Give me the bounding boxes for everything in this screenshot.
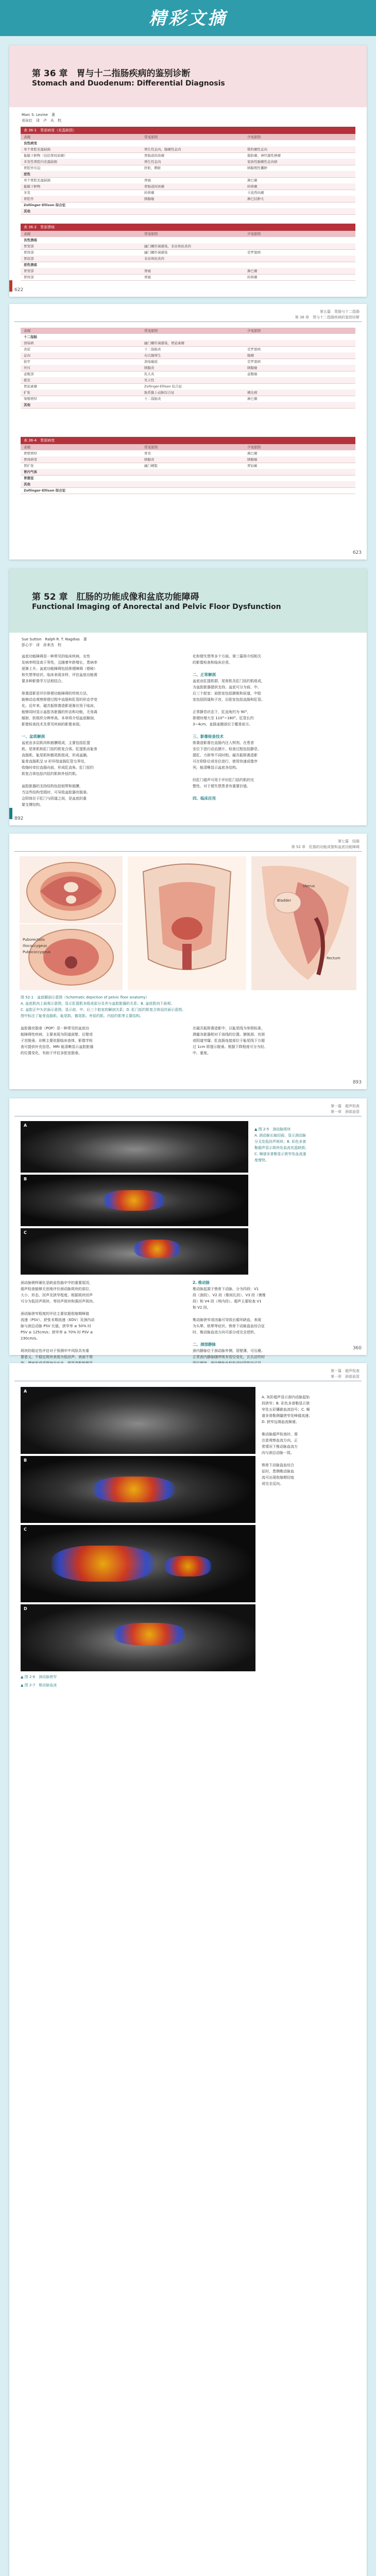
text-line: 时，椎动脉血流方向可部分或完全逆转。 (193, 1330, 258, 1334)
text-line: 图 52-1 盆底解剖示意图（Schematic depiction of pelvic floor anatomy） (21, 995, 149, 999)
table-cell: 先天性 (144, 378, 155, 382)
table-cell: 外压 (24, 366, 30, 370)
text-line: 列，能清晰显示盆底各结构。 (193, 766, 240, 770)
doppler-color-flow (134, 1240, 180, 1258)
table-cell: 黏膜下肿物 (24, 184, 41, 189)
figure-panel-label: B (24, 1177, 27, 1181)
text-line: 分叉处低回声斑块；B. 彩色多普 (254, 1140, 306, 1144)
table-cell: 增生性息肉，腺瘤性息肉 (144, 147, 181, 151)
text-line: 正常静息状态下，肛直角约为 90°， (193, 710, 251, 714)
body-text-column-left (22, 653, 184, 808)
running-head (295, 309, 360, 320)
text-line: 可在仰卧位或坐位进行，使用快速成像序 (193, 759, 258, 764)
text-line: 颈动脉狭窄程度的评估主要依据收缩期峰值 (21, 1312, 89, 1316)
text-line: 谱多普勒测量狭窄处峰值流速； (262, 1414, 312, 1418)
text-line: 化。近年来，磁共振排粪造影逐渐应用于临床， (22, 704, 97, 708)
text-line: 能障碍性疾病，主要表现为阴道前壁、后壁或 (21, 1032, 93, 1037)
banner-title: 精彩文摘 (149, 8, 227, 29)
text-line: 椎动脉狭窄或闭塞可导致后循环缺血，表现 (193, 1318, 261, 1322)
table-caption: 表 36-4 胃部病变 (21, 437, 355, 444)
table-header-cell: 少见原因 (247, 329, 261, 333)
figure-panel-label: C (24, 1527, 27, 1532)
chapter-title-en: Stomach and Duodenum: Differential Diagnosis (32, 79, 225, 88)
text-line: 段（颈段）、V2 段（椎间孔段）、V3 段（寰椎 (193, 1293, 266, 1297)
table-cell: 胃癌 (144, 178, 151, 182)
text-line: 或阴道穹窿、肛直肠连接部位于耻尾线下方超 (193, 1039, 265, 1043)
table-header-cell: 少见原因 (247, 135, 261, 139)
table-cell: 胰腺炎 (144, 366, 155, 370)
table-cell: 胰腺炎 (144, 457, 155, 462)
figure-panel-label: C (24, 1230, 27, 1235)
chapter-header-band (9, 569, 367, 633)
table-cell: 皱襞增厚 (24, 397, 37, 401)
text-line: 经肛门超声可用于评价肛门括约肌的完 (193, 778, 254, 782)
table-cell: Zollinger-Ellison 综合征 (24, 203, 66, 207)
text-line (193, 1311, 356, 1317)
table-header-cell: 常见原因 (144, 135, 158, 139)
ultrasound-image (21, 1604, 255, 1671)
text-line: 逐渐上升。盆底功能障碍包括排便障碍（便秘） (22, 667, 97, 671)
table-cell: 胃癌 (144, 269, 151, 273)
page-accent-bar (9, 280, 12, 292)
text-line: 中、重度。 (193, 1051, 211, 1055)
text-line: 提肛、力排等不同时相。磁共振排粪造影 (193, 753, 258, 757)
table-cell: 布氏腺增生 (144, 353, 161, 358)
text-line: 2. 椎动脉 (193, 1280, 210, 1285)
body-text-column-left (21, 1025, 183, 1056)
table-cell: Zollinger-Ellison 综合征 (24, 488, 66, 493)
text-line (193, 727, 355, 734)
running-head (292, 839, 360, 850)
page-number: 892 (14, 816, 24, 821)
text-line: 为头晕、眩晕等症状。锁骨下动脉盗血综合征 (193, 1324, 265, 1328)
running-head-part: 第一篇 超声检查 (331, 1104, 360, 1108)
text-line: 超声检查能够无创地评价颈动脉斑块的部位、 (21, 1287, 93, 1291)
book-page-623 (9, 304, 367, 560)
ultrasound-image (21, 1387, 255, 1454)
table-header-cell: 表现 (24, 135, 30, 139)
figure-caption: ▲ 图 2-6 颈动脉狭窄 (21, 1675, 57, 1679)
anatomy-label: Puborectalis (23, 938, 45, 942)
table-cell: 胃憩室 (24, 476, 34, 480)
text-line: 或完全反向。 (262, 1482, 283, 1486)
table-cell: Zollinger-Ellison 综合征 (144, 384, 182, 388)
text-line: 会阴体位于肛门与阴道之间，是盆底的重 (22, 796, 87, 801)
text-line: 图中标注了耻骨直肠肌、耻尾肌、髂尾肌、外括约肌、内括约肌等主要结构。 (21, 1014, 143, 1018)
table-caption: 表 36-1 胃部病变（充盈缺损） (21, 127, 355, 134)
text-line: 排粪造影需在直肠内注入钡剂，在患者 (193, 741, 254, 745)
side-text-column (262, 1394, 357, 1487)
table-row (21, 402, 355, 409)
running-head-rule (14, 321, 362, 322)
page-number: 360 (352, 1346, 362, 1351)
table-cell: 克罗恩病 (247, 347, 261, 351)
figure-panel-label: B (24, 1458, 27, 1463)
text-line: 整性，对于便失禁患者有重要价值。 (193, 784, 250, 788)
table-cell: 胃癌 (144, 275, 151, 279)
table-cell: 幽门螺杆菌感染 (144, 250, 168, 255)
table-cell: 转移瘤 (247, 275, 258, 279)
text-line: 颈内静脉位于颈动脉外侧，管壁薄，可压瘪。 (193, 1349, 265, 1353)
page-number: 893 (352, 1080, 362, 1085)
translator-line: 彭心宇 译 孙来杰 校 (22, 643, 61, 647)
table-cell: 其他 (24, 209, 30, 213)
page-number: 623 (352, 550, 362, 555)
text-line (22, 777, 184, 783)
table-cell: 溃疡病 (24, 341, 34, 345)
anatomy-label: Pubococcygeus (23, 950, 51, 954)
text-line: 测量各脏器相对于该线的位置。膀胱颈、宫颈 (193, 1032, 265, 1037)
table-cell: 多发性胃腔内充盈缺损 (24, 160, 57, 164)
table-cell: 胃周病变 (24, 457, 37, 462)
table-cell: 转移瘤 (247, 184, 258, 189)
running-head-part: 第一篇 超声检查 (331, 1369, 360, 1373)
running-head (331, 1104, 360, 1115)
running-head-part: 第七篇 结肠 (338, 839, 360, 843)
table-header (21, 444, 355, 450)
text-line: 坐位下进行动态摄片。检查过程包括静息、 (193, 747, 261, 751)
text-line (262, 1425, 357, 1431)
text-line: 流速（PSV）、舒张末期流速（EDV）及颈内动 (21, 1318, 95, 1322)
table-header (21, 328, 355, 334)
table-cell: 胃内气体 (24, 470, 37, 474)
anatomy-label: Iliococcygeus (23, 944, 47, 948)
table-cell: 胰腺癌 (144, 197, 155, 201)
text-line: D. 狭窄远端血流频谱。 (262, 1420, 299, 1424)
table-header-cell: 少见原因 (247, 445, 261, 449)
table-cell: 多发 (24, 191, 30, 195)
chapter-authors (22, 112, 61, 124)
table-cell: 壶腹部 (24, 372, 34, 376)
table-cell: 克罗恩病 (247, 250, 261, 255)
text-line: 要意义。不稳定斑块表现为低回声、表面不规 (21, 1355, 93, 1359)
table-cell: 恶性 (24, 172, 30, 176)
text-line: A. 盆底肌肉上面观示意图，显示肛提肌各组成部分及其与盆腔脏器的关系；B. 盆底肌肉下面观； (21, 1002, 175, 1006)
doppler-color-flow (113, 1623, 185, 1646)
author-line: Sue Sutton Ralph R. T. Nagdias 著 (22, 637, 87, 641)
text-line: 发病率明显高于男性，且随着年龄增长，患病率 (22, 660, 97, 665)
table-cell: 脂肪瘤，神经源性肿瘤 (247, 154, 281, 158)
text-line: 窄处五彩镶嵌血流信号；C. 频 (262, 1408, 310, 1412)
running-head (331, 1368, 360, 1380)
text-line: 在磁共振排粪造影中，以耻尾线为参照标准， (193, 1026, 265, 1030)
book-page-893 (9, 834, 367, 1089)
table-header-cell: 表现 (24, 445, 30, 449)
text-line: C. 频谱多普勒显示狭窄处血流速 (254, 1152, 306, 1156)
table-header-cell: 少见原因 (247, 232, 261, 236)
table-cell: 转移瘤 (144, 191, 155, 195)
table-cell: 幽门螺杆菌感染，非甾体抗炎药 (144, 244, 191, 248)
table-cell: 硬皮病 (247, 391, 258, 395)
body-text-column-right (193, 653, 355, 802)
text-line: 斑块的稳定性评估对于预测卒中风险具有重 (21, 1349, 89, 1353)
text-line (22, 684, 184, 690)
text-line: 能够动态观察排便过程中直肠和肛管的形态学变 (22, 698, 97, 702)
table-cell: 良性病变 (24, 141, 37, 145)
table-header (21, 231, 355, 237)
text-line: 三、影像检查技术 (193, 734, 224, 739)
text-line: 当这些结构受损时，可导致盆腔器官脱垂。 (22, 790, 90, 794)
chapter-header-band (9, 45, 367, 107)
ultrasound-image (21, 1121, 248, 1173)
table-cell: 狭窄 (24, 360, 30, 364)
text-line (21, 1304, 184, 1311)
text-line: 颈动脉粥样硬化是缺血性脑卒中的重要原因， (21, 1281, 93, 1285)
text-line: 230cm/s。 (21, 1336, 40, 1341)
table-header (21, 134, 355, 140)
text-line: 室包括阴道和子宫，后腔室包括直肠和肛管。 (193, 698, 265, 702)
chapter-title-cn: 第 52 章 肛肠的功能成像和盆底功能障碍 (32, 592, 199, 602)
table-cell: 幽门梗阻 (144, 464, 158, 468)
text-line: 盆底由肛提肌群、尾骨肌及肛门括约肌组成， (193, 679, 265, 683)
text-line: 子宫脱垂。诊断主要依据临床查体，影像学检 (21, 1039, 93, 1043)
figure-caption: ▲ 图 2-7 椎动脉血流 (21, 1683, 57, 1687)
text-line: 肌、尾骨肌和肛门括约肌复合体。肛提肌由耻骨 (22, 747, 97, 751)
table-cell: 单个胃腔充盈缺损 (24, 147, 50, 151)
text-line (21, 1342, 184, 1348)
table-cell: 胰腺癌 (247, 366, 258, 370)
table-cell: 淋巴结肿大 (247, 197, 264, 201)
anatomy-label: Rectum (327, 956, 340, 960)
text-line: 排便时增大至 110°~180°。肛管长约 (193, 716, 254, 720)
table-cell: 淋巴瘤 (247, 397, 258, 401)
text-line: 耻骨直肠肌呈 U 形环绕直肠肛管交界处， (22, 759, 88, 764)
text-line: 脉与颈总动脉 PSV 比值。狭窄率 ≥ 50% 时 (21, 1324, 92, 1328)
doppler-color-flow (103, 1190, 165, 1211)
text-line (193, 789, 355, 795)
ultrasound-image (21, 1228, 248, 1275)
text-line: ▲ 图 2-5 颈动脉斑块 (254, 1127, 291, 1131)
table-cell: 胃泌素瘤 (24, 384, 37, 388)
table-cell: 胃肠道间质瘤 (144, 154, 164, 158)
text-line: 正常颈内静脉随呼吸有管径变化，瓦氏动作时 (193, 1355, 265, 1359)
text-line: 可分为低回声斑块、等回声斑块和强回声斑块。 (21, 1299, 96, 1303)
page-accent-bar (9, 808, 12, 819)
table-cell: 憩室 (24, 378, 30, 382)
text-line (262, 1456, 357, 1462)
table-cell: 胰腺癌 (247, 457, 258, 462)
table-cell: 淋巴瘤 (247, 269, 258, 273)
table-cell: 错构瘤性息肉 (247, 147, 267, 151)
figure-panel-label: A (24, 1389, 27, 1394)
text-line: 流可出现收缩期切迹 (262, 1476, 294, 1480)
table-cell: 肝脏，脾脏 (144, 166, 161, 170)
text-line: 段狭窄；B. 彩色多普勒显示狭 (262, 1401, 310, 1405)
text-line: 辐射，软组织分辨率高。本章将介绍盆底解剖、 (22, 716, 97, 720)
text-line: 和 V2 段。 (193, 1306, 211, 1310)
text-line: 征时，患侧椎动脉血 (262, 1469, 294, 1473)
table-row (21, 208, 355, 215)
text-line: 盆腔器官脱垂（POP）是一种常见的盆底功 (21, 1026, 89, 1030)
figure-caption (21, 994, 355, 1019)
text-line: 一、盆底解剖 (22, 734, 45, 739)
table-cell: 良性溃疡 (24, 238, 37, 242)
text-line: 盆底由多层肌肉和筋膜组成，主要包括肛提 (22, 741, 90, 745)
table-cell: 溃疡瘢痕 (144, 360, 158, 364)
author-line: Marc S. Levine 著 (22, 113, 55, 117)
table-header-cell: 表现 (24, 329, 30, 333)
table-cell: 淋巴瘤 (247, 451, 258, 455)
table-cell: 淋巴瘤 (247, 178, 258, 182)
table-cell: 胃体部 (24, 275, 34, 279)
table-row (21, 487, 355, 494)
text-line: 椎动脉超声检查时，需 (262, 1432, 298, 1436)
chapter-title-cn: 第 36 章 胃与十二指肠疾病的鉴别诊断 (32, 69, 191, 79)
doppler-color-flow (93, 1477, 175, 1502)
book-page-892 (9, 569, 367, 825)
running-head-chapter: 第 36 章 胃与十二指肠疾病的鉴别诊断 (295, 315, 360, 319)
table-row (21, 274, 355, 281)
table-cell: 扩张 (24, 391, 30, 395)
anatomy-figure (20, 856, 356, 990)
table-cell: 肠系膜上动脉综合征 (144, 391, 175, 395)
table-cell: 幽门螺杆菌感染，胃泌素瘤 (144, 341, 184, 345)
text-line: 要多种影像学方法相结合。 (22, 679, 65, 683)
table-cell: 十二指肠炎 (144, 347, 161, 351)
text-line: A. 灰阶超声显示颈内动脉起始 (262, 1395, 310, 1399)
ultrasound-image (21, 1525, 255, 1602)
anatomy-label: Bladder (277, 899, 292, 903)
table-cell: 壶腹癌 (247, 372, 258, 376)
table-cell: 胃腔外压迫 (24, 166, 41, 170)
doppler-color-flow (165, 1556, 211, 1577)
text-line: 二、颈部静脉 (193, 1342, 216, 1347)
anatomy-label: Uterus (303, 884, 315, 888)
table-cell: 单个胃腔充盈缺损 (24, 178, 50, 182)
text-line: 查可提供补充信息。MRI 能清晰显示盆腔脏器 (21, 1045, 94, 1049)
text-line: 盆底功能障碍是一种常见的临床疾病，女性 (22, 654, 90, 658)
text-line (193, 1335, 356, 1342)
text-line: C. 盆腔正中矢状面示意图，显示前、中、后三个腔室的解剖关系；D. 肛门括约肌复合体冠状面示意图。 (21, 1008, 186, 1012)
table-cell: 炎症 (24, 347, 30, 351)
table-header-cell: 常见原因 (144, 232, 158, 236)
table-cell: 胃壁增厚 (24, 451, 37, 455)
book-page-361 (9, 1363, 367, 2576)
text-line: 度增快。 (254, 1158, 269, 1162)
text-line: 的位置变化，有助于评估多腔室脱垂。 (21, 1051, 82, 1055)
running-head-chapter: 第 52 章 肛肠的功能成像和盆底功能障碍 (291, 845, 360, 849)
figure-panel-label: A (24, 1123, 27, 1128)
table-header-cell: 常见原因 (144, 329, 158, 333)
table-cell: 非甾体抗炎药 (144, 257, 164, 261)
table-caption: 表 36-2 胃部溃疡 (21, 224, 355, 231)
table-cell: 克罗恩病 (247, 360, 261, 364)
text-line: 影像检查技术及常见疾病的影像表现。 (22, 722, 83, 726)
running-head-chapter: 第一章 颈部血管 (331, 1110, 360, 1114)
page-number: 622 (14, 287, 24, 293)
text-line: 向与颈总动脉一致。 (262, 1451, 294, 1455)
doppler-color-flow (52, 1546, 155, 1582)
running-head-chapter: 第一章 颈部血管 (331, 1375, 360, 1379)
table-cell: 黏膜下肿物（包括胃间质瘤） (24, 154, 67, 158)
text-line: 勒超声显示斑块处血流充盈缺损； (254, 1146, 309, 1150)
text-line: 能够同时显示盆腔各脏器的形态和功能，无电离 (22, 710, 97, 714)
table-cell: 胃扩张 (24, 464, 34, 468)
text-line: 肌复合体包括内括约肌和外括约肌。 (22, 772, 79, 776)
header-banner (0, 0, 376, 36)
ultrasound-image (21, 1175, 248, 1226)
table-cell: 胃窦部 (24, 269, 34, 273)
chapter-title-en: Functional Imaging of Anorectal and Pelvic Floor Dysfunction (32, 603, 281, 611)
figure-panel-label: D (24, 1606, 27, 1611)
text-line (22, 727, 184, 734)
table-cell: 胃腔外 (24, 197, 34, 201)
table-cell: 增生性息肉 (144, 160, 161, 164)
body-text-column-right (193, 1025, 355, 1056)
text-line: 排粪造影是评价排便功能障碍的传统方法， (22, 691, 90, 696)
text-line: 要支撑结构。 (22, 803, 43, 807)
table-cell: 十二指肠炎 (144, 397, 161, 401)
text-line: 后三个腔室：前腔室包括膀胱和尿道，中腔 (193, 691, 261, 696)
translator-line: 刘永红 译 卢 从 校 (22, 118, 61, 123)
text-line: 收缩时牵拉直肠向前，形成肛直角。肛门括约 (22, 766, 94, 770)
text-line: PSV ≥ 125cm/s；狭窄率 ≥ 70% 时 PSV ≥ (21, 1330, 93, 1334)
table-cell: 胃肠道间质瘤 (144, 184, 164, 189)
table-cell: 其他 (24, 403, 30, 407)
text-line: 锁骨下动脉盗血综合 (262, 1463, 294, 1467)
running-head-rule (14, 851, 362, 852)
text-line: 的影像检查和临床应用。 (193, 660, 232, 665)
text-line: 化和便失禁等多个方面。第三篇将介绍相关 (193, 654, 261, 658)
text-line: 直肠肌、耻尾肌和髂尾肌组成，形成盆膈。 (22, 753, 90, 757)
table-cell: 胰腺假性囊肿 (247, 166, 267, 170)
ultrasound-image (21, 1456, 255, 1523)
table-cell: 卡波西肉瘤 (247, 191, 264, 195)
table-cell: 乳头炎 (144, 372, 155, 376)
book-page-360 (9, 1098, 367, 1359)
table-cell: 其他 (24, 482, 30, 486)
table-cell: 胃炎 (144, 451, 151, 455)
table-cell: 家族性腺瘤性息肉病 (247, 160, 278, 164)
text-line: 椎动脉起源于锁骨下动脉，分为四段：V1 (193, 1287, 259, 1291)
text-line (193, 666, 355, 672)
text-line: 二、正常解剖 (193, 672, 216, 677)
table-header-cell: 常见原因 (144, 445, 158, 449)
text-line: 盆腔脏器的支持结构包括韧带和筋膜， (22, 784, 83, 788)
table-cell: 胃底部 (24, 257, 34, 261)
text-line (193, 771, 355, 777)
pelvic-floor-illustration (20, 856, 356, 990)
text-line (193, 703, 355, 709)
text-line: 段）和 V4 段（颅内段）。超声主要检查 V1 (193, 1299, 262, 1303)
table-header-cell: 表现 (24, 232, 30, 236)
table-cell: 息肉 (24, 353, 30, 358)
table-cell: 腺瘤 (247, 353, 254, 358)
text-line: 3~4cm，直肠壶腹部位于骶骨前方。 (193, 722, 253, 726)
text-line: A. 颈动脉长轴切面，显示颈动脉 (254, 1133, 306, 1138)
table-cell: 胃体部 (24, 250, 34, 255)
table-cell: 胃窦部 (24, 244, 34, 248)
table-cell: 十二指肠 (24, 335, 37, 339)
text-line: 大小、形态、回声及狭窄程度。根据斑块回声 (21, 1293, 93, 1297)
book-page-622 (9, 45, 367, 297)
text-line: 四、临床应用 (193, 796, 216, 801)
text-line: 常情况下椎动脉血流方 (262, 1445, 298, 1449)
table-cell: 胃轻瘫 (247, 464, 258, 468)
text-line: 注意观察血流方向，正 (262, 1438, 298, 1443)
running-head-part: 第五篇 胃肠与十二指肠 (320, 310, 360, 314)
text-line: 和失禁等症状。临床表现多样，评估盆底功能需 (22, 673, 97, 677)
chapter-authors (22, 637, 87, 648)
figure-side-caption (254, 1126, 357, 1163)
table-cell: 恶性溃疡 (24, 263, 37, 267)
text-line: 过 1cm 即提示脱垂。根据下降程度可分为轻、 (193, 1045, 268, 1049)
text-line: 为盆腔脏器提供支持。盆底可分为前、中、 (193, 685, 261, 689)
